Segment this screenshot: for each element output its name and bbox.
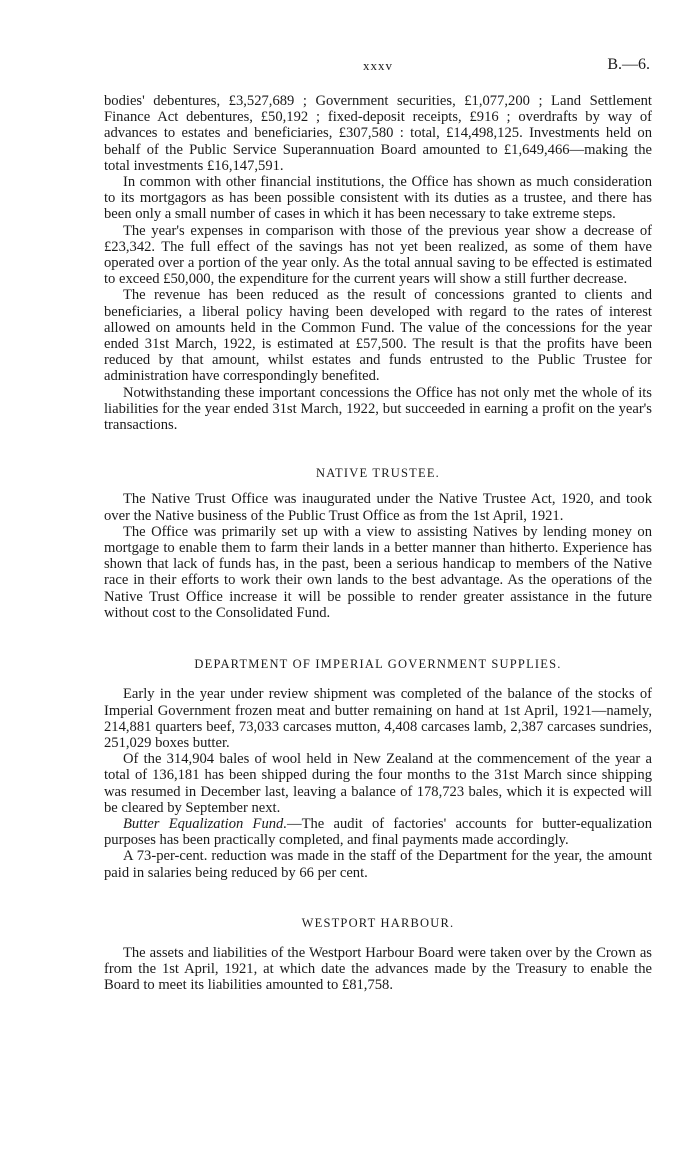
paragraph-text: —The audit of factories' accounts for butter-equalization purposes has been practically completed, and final payments made accordingly. [104, 815, 652, 849]
page-body [104, 93, 652, 994]
subheading-italic: Butter Equalization Fund. [122, 815, 287, 832]
section-native-trustee [104, 465, 652, 621]
section-heading: NATIVE TRUSTEE. [315, 466, 440, 481]
section-imperial-supplies [104, 656, 652, 881]
paragraph: Notwithstanding these important concessions the Office has not only met the whole of its liabilities for the year ended 31st March, 1922, but succeeded in earning a profit on the year's transactions. [104, 384, 652, 434]
paragraph: The year's expenses in comparison with those of the previous year show a decrease of £23,342. The full effect of the savings has not yet been realized, as some of them have operated over a portion of the year only. As the total annual saving to be effected is estimated to exceed £50,000, the expenditure for the current years will show a still further decrease. [104, 222, 652, 288]
section-heading: DEPARTMENT OF IMPERIAL GOVERNMENT SUPPLIES. [194, 657, 562, 672]
paragraph: A 73-per-cent. reduction was made in the staff of the Department for the year, the amount paid in salaries being reduced by 66 per cent. [104, 848, 652, 881]
page-number: xxxv [363, 58, 393, 73]
paragraph: Early in the year under review shipment was completed of the balance of the stocks of Imperial Government frozen meat and butter remaining on hand at 1st April, 1921—namely, 214,881 quarters beef, 73,033 carcases mutton, 4,408 carcases lamb, 2,387 carcases sundries, 251,029 boxes butter. [104, 686, 652, 751]
paragraph: In common with other financial institutions, the Office has shown as much consideration to its mortgagors as has been possible consistent with its duties as a trustee, and there has been only a small number of cases in which it has been necessary to take extreme steps. [104, 174, 652, 223]
paragraph: Of the 314,904 bales of wool held in New Zealand at the commencement of the year a total of 136,181 has been shipped during the four months to the 31st March since shipping was resumed in December last, leaving a balance of 178,723 bales, which it is expected will be cleared by September next. [104, 751, 652, 816]
paragraph: The assets and liabilities of the Westport Harbour Board were taken over by the Crown as from the 1st April, 1921, at which date the advances made by the Treasury to enable the Board to meet its liabilities amounted to £81,758. [104, 944, 652, 994]
paragraph: The Office was primarily set up with a view to assisting Natives by lending money on mortgage to enable them to farm their lands in a better manner than hitherto. Experience has shown that lack of funds has, in the past, been a serious handicap to members of the Native race in their efforts to work their own lands to the best advantage. As the operations of the Native Trust Office increase it will be possible to render greater assistance in the future without cost to the Consolidated Fund. [104, 523, 652, 621]
section-heading: WESTPORT HARBOUR. [301, 915, 455, 930]
paragraph: bodies' debentures, £3,527,689 ; Government securities, £1,077,200 ; Land Settlement Finance Act debentures, £50,192 ; fixed-deposit receipts, £916 ; overdrafts by way of advances to estates and beneficiaries, £307,580 : total, £14,498,125. Investments held on behalf of the Public Service Superannuation Board amounted to £1,649,466—making the total investments £16,147,591. [104, 93, 652, 174]
page-header [104, 58, 652, 82]
section-public-trust-continued [104, 93, 652, 433]
paragraph: The revenue has been reduced as the result of concessions granted to clients and beneficiaries, a liberal policy having been developed with regard to the rates of interest allowed on amounts held in the Common Fund. The value of the concessions for the year ended 31st March, 1922, is estimated at £57,500. The result is that the profits have been reduced by that amount, whilst estates and funds entrusted to the Public Trustee for administration have correspondingly benefited. [104, 287, 652, 385]
paragraph [104, 816, 652, 848]
document-reference: B.—6. [607, 56, 650, 73]
section-westport-harbour [104, 915, 652, 994]
paragraph: The Native Trust Office was inaugurated under the Native Trustee Act, 1920, and took over the Native business of the Public Trust Office as from the 1st April, 1921. [104, 491, 652, 524]
